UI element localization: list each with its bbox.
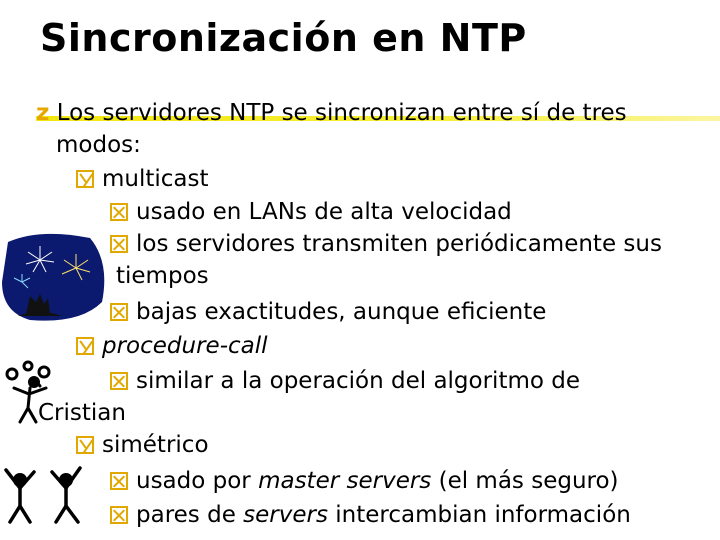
y-bullet-icon [76,170,94,188]
dancers-clipart-icon [0,462,90,526]
x-bullet-icon [110,303,128,321]
x-bullet-icon [110,472,128,490]
intro-text: Los servidores NTP se sincronizan entre sí de tres [56,100,627,126]
slide-title: Sincronización en NTP [40,16,527,60]
item-emphasis: servers [243,502,328,528]
list-item [110,229,662,259]
mode-simetrico [76,430,209,460]
list-item [110,366,580,396]
fireworks-clipart-icon [0,232,110,324]
item-text: usado en LANs de alta velocidad [136,199,512,225]
mode-label: simétrico [102,432,209,458]
item-text: pares de [136,502,244,528]
item-text: (el más seguro) [431,468,619,494]
x-bullet-icon [110,372,128,390]
list-item-continuation: Cristian [38,400,126,426]
item-text: similar a la operación del algoritmo de [136,368,580,394]
item-emphasis: master servers [258,468,432,494]
intro-line-1 [36,98,627,128]
item-text: los servidores transmiten periódicamente sus [136,231,662,257]
list-item [110,500,631,530]
list-item [110,466,619,496]
y-bullet-icon [76,337,94,355]
x-bullet-icon [110,506,128,524]
list-item [110,197,512,227]
item-text: bajas exactitudes, aunque eficiente [136,299,547,325]
mode-label: multicast [102,166,209,192]
y-bullet-icon [76,436,94,454]
item-text: usado por [136,468,259,494]
intro-line-2: modos: [56,132,141,158]
mode-multicast [76,164,209,194]
list-item [110,297,546,327]
z-bullet-icon: z [36,100,50,126]
x-bullet-icon [110,235,128,253]
item-text: intercambian información [327,502,631,528]
juggler-clipart-icon [0,360,72,424]
mode-label: procedure-call [102,333,268,359]
x-bullet-icon [110,203,128,221]
mode-procedure-call [76,331,268,361]
list-item-continuation: tiempos [116,263,209,289]
